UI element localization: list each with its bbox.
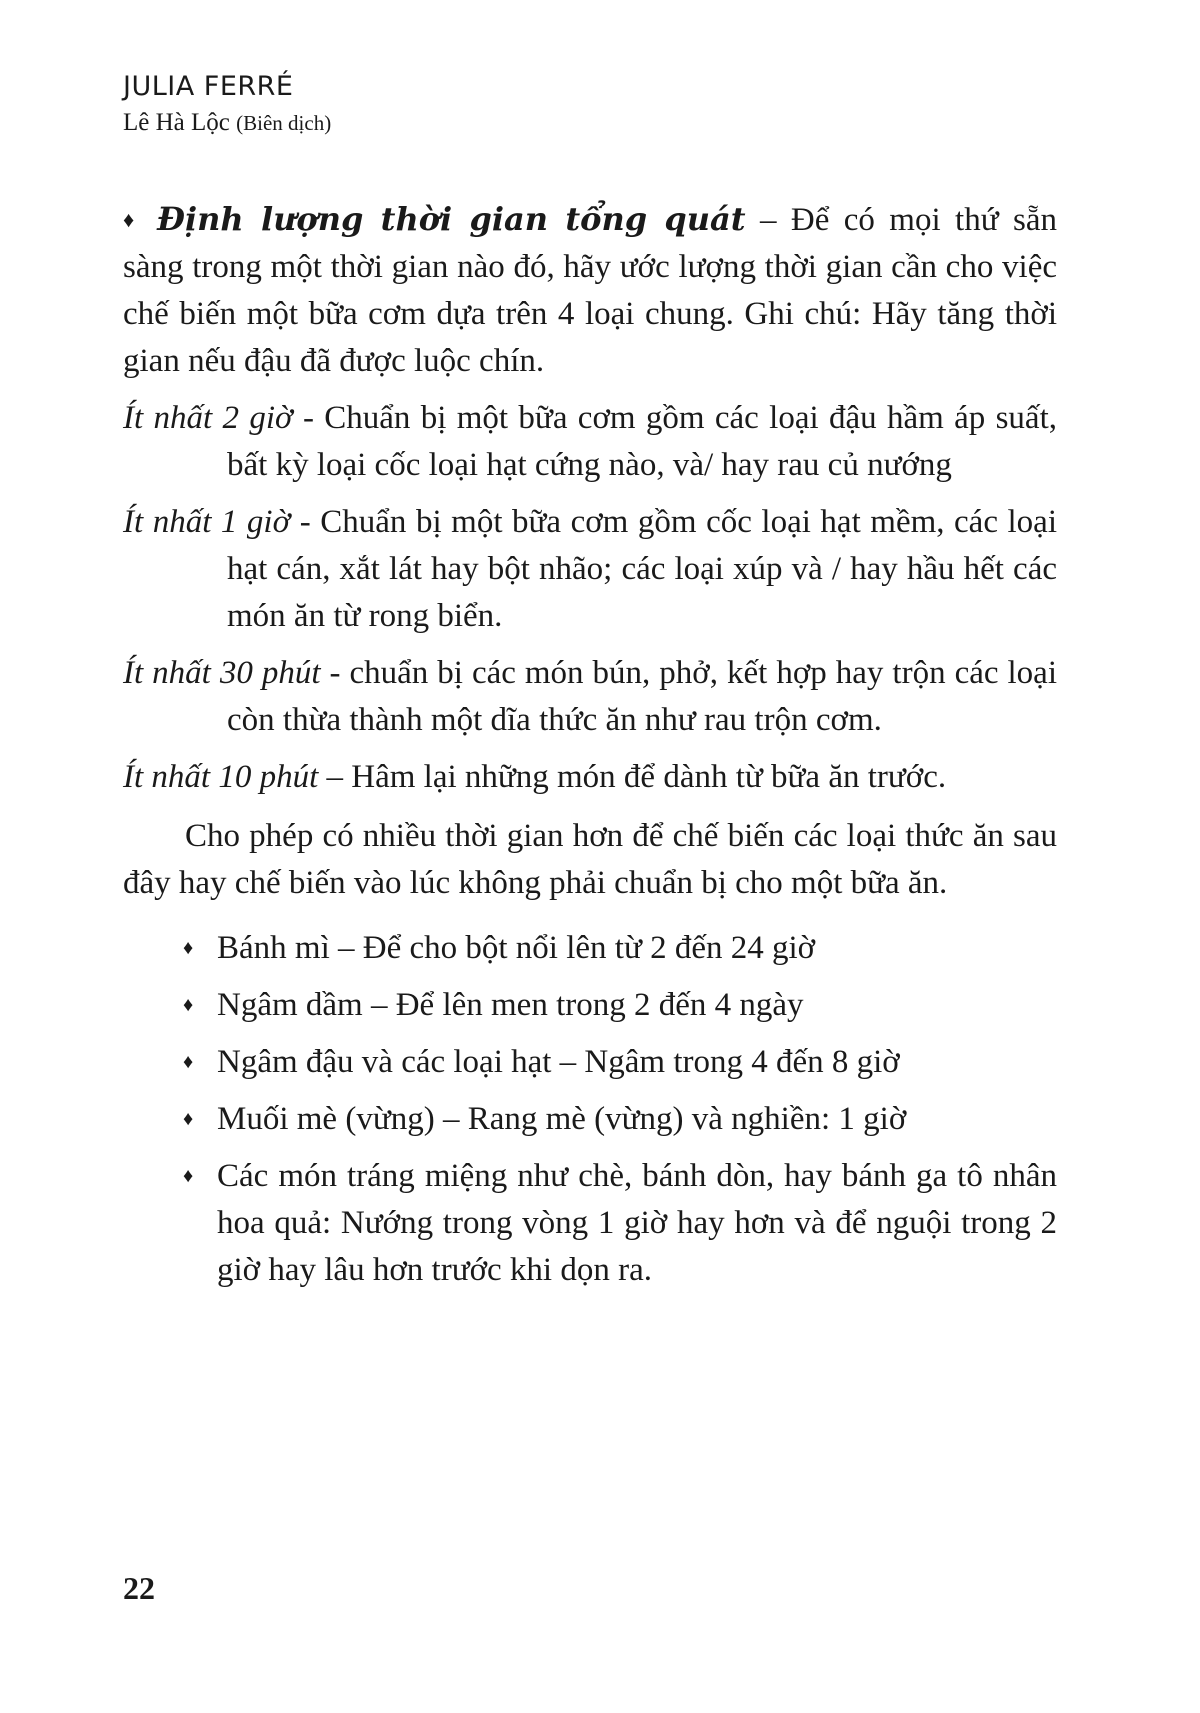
running-header bbox=[123, 70, 331, 140]
lead-title: Định lượng thời gian tổng quát bbox=[157, 200, 746, 238]
translator-role: (Biên dịch) bbox=[236, 111, 332, 135]
author-name: JULIA FERRÉ bbox=[123, 71, 294, 102]
list-item bbox=[123, 1039, 1057, 1086]
page-body bbox=[123, 196, 1057, 1304]
bullet-list bbox=[123, 925, 1057, 1294]
bullet-icon: ♦ bbox=[183, 1051, 194, 1073]
translator-name: Lê Hà Lộc bbox=[123, 109, 230, 136]
time-item-label: Ít nhất 30 phút bbox=[123, 655, 321, 691]
time-item-text: – Hâm lại những món để dành từ bữa ăn trước. bbox=[318, 759, 947, 795]
bullet-icon: ♦ bbox=[183, 1108, 194, 1130]
list-item bbox=[123, 982, 1057, 1029]
bullet-icon: ♦ bbox=[183, 1165, 194, 1187]
list-item bbox=[123, 1153, 1057, 1294]
time-item-text: - Chuẩn bị một bữa cơm gồm cốc loại hạt mềm, các loại hạt cán, xắt lát hay bột nhão; các loại xúp và / hay hầu hết các món ăn từ rong biển. bbox=[227, 504, 1057, 634]
list-item bbox=[123, 925, 1057, 972]
time-item bbox=[123, 650, 1057, 744]
time-item bbox=[123, 499, 1057, 640]
list-item-text: Muối mè (vừng) – Rang mè (vừng) và nghiền: 1 giờ bbox=[217, 1101, 907, 1137]
lead-bullet-icon: ♦ bbox=[123, 207, 135, 232]
list-item-text: Các món tráng miệng như chè, bánh dòn, hay bánh ga tô nhân hoa quả: Nướng trong vòng 1 giờ hay hơn và để nguội trong 2 giờ hay lâu hơn trước khi dọn ra. bbox=[217, 1158, 1057, 1288]
time-item-label: Ít nhất 2 giờ bbox=[123, 400, 293, 436]
time-item-text: - chuẩn bị các món bún, phở, kết hợp hay trộn các loại còn thừa thành một dĩa thức ăn như rau trộn cơm. bbox=[227, 655, 1057, 738]
list-item-text: Ngâm đậu và các loại hạt – Ngâm trong 4 đến 8 giờ bbox=[217, 1044, 900, 1080]
lead-text: – Để có mọi thứ sẵn sàng trong một thời gian nào đó, hãy ước lượng thời gian cần cho việc chế biến một bữa cơm dựa trên 4 loại chung. Ghi chú: Hãy tăng thời gian nếu đậu đã được luộc chín. bbox=[123, 202, 1057, 379]
list-item bbox=[123, 1096, 1057, 1143]
time-item-label: Ít nhất 1 giờ bbox=[123, 504, 291, 540]
list-item-text: Ngâm dầm – Để lên men trong 2 đến 4 ngày bbox=[217, 987, 804, 1023]
bullet-icon: ♦ bbox=[183, 937, 194, 959]
body-paragraph: Cho phép có nhiều thời gian hơn để chế biến các loại thức ăn sau đây hay chế biến vào lúc không phải chuẩn bị cho một bữa ăn. bbox=[123, 818, 1057, 901]
time-item-text: - Chuẩn bị một bữa cơm gồm các loại đậu hầm áp suất, bất kỳ loại cốc loại hạt cứng nào, và/ hay rau củ nướng bbox=[227, 400, 1057, 483]
time-item bbox=[123, 754, 1057, 801]
time-item-label: Ít nhất 10 phút bbox=[123, 759, 319, 795]
page-number: 22 bbox=[123, 1570, 155, 1606]
lead-paragraph bbox=[123, 196, 1057, 385]
translator-line bbox=[123, 106, 331, 140]
bullet-icon: ♦ bbox=[183, 994, 194, 1016]
list-item-text: Bánh mì – Để cho bột nổi lên từ 2 đến 24 giờ bbox=[217, 930, 816, 966]
time-item bbox=[123, 395, 1057, 489]
